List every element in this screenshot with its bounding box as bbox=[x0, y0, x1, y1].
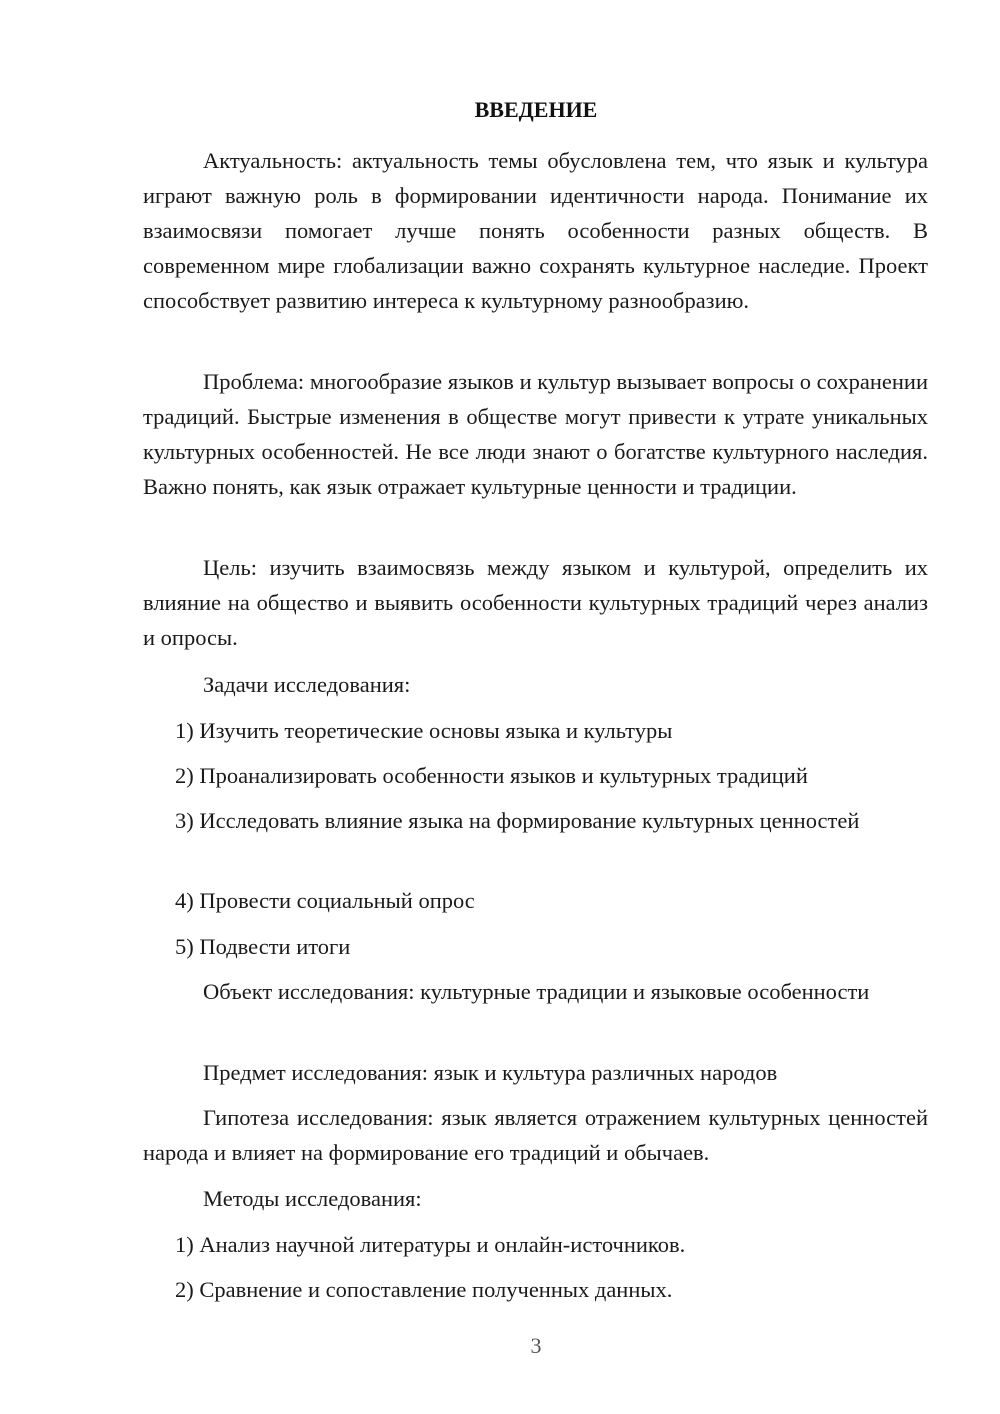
hypothesis-paragraph: Гипотеза исследования: язык является отражением культурных ценностей народа и влияет на формирование его традиций и обычаев. bbox=[143, 1105, 928, 1165]
task-item-2: 2) Проанализировать особенности языков и культурных традиций bbox=[175, 763, 808, 788]
object-paragraph: Объект исследования: культурные традиции и языковые особенности bbox=[203, 979, 870, 1004]
subject-paragraph: Предмет исследования: язык и культура различных народов bbox=[203, 1060, 778, 1085]
task-item-4: 4) Провести социальный опрос bbox=[175, 888, 475, 913]
task-item-5: 5) Подвести итоги bbox=[175, 934, 351, 959]
page-title: ВВЕДЕНИЕ bbox=[474, 97, 598, 122]
task-item-3: 3) Исследовать влияние языка на формирование культурных ценностей bbox=[175, 808, 860, 833]
problem-paragraph: Проблема: многообразие языков и культур вызывает вопросы о сохранении традиций. Быстрые изменения в обществе могут привести к утрате уникальных культурных особенностей. Не все люди знают о богатстве культурного наследия. Важно понять, как язык отражает культурные ценности и традиции. bbox=[143, 369, 928, 499]
goal-paragraph: Цель: изучить взаимосвязь между языком и культурой, определить их влияние на общество и выявить особенности культурных традиций через анализ и опросы. bbox=[143, 555, 928, 650]
page-number: 3 bbox=[530, 1333, 542, 1358]
method-item-1: 1) Анализ научной литературы и онлайн-источников. bbox=[175, 1232, 686, 1257]
tasks-heading: Задачи исследования: bbox=[203, 672, 411, 697]
methods-heading: Методы исследования: bbox=[203, 1186, 422, 1211]
relevance-paragraph: Актуальность: актуальность темы обусловлена тем, что язык и культура играют важную роль в формировании идентичности народа. Понимание их взаимосвязи помогает лучше понять особенности разных обществ. В современном мире глобализации важно сохранять культурное наследие. Проект способствует развитию интереса к культурному разнообразию. bbox=[143, 148, 928, 313]
method-item-2: 2) Сравнение и сопоставление полученных данных. bbox=[175, 1277, 673, 1302]
task-item-1: 1) Изучить теоретические основы языка и культуры bbox=[175, 718, 673, 743]
